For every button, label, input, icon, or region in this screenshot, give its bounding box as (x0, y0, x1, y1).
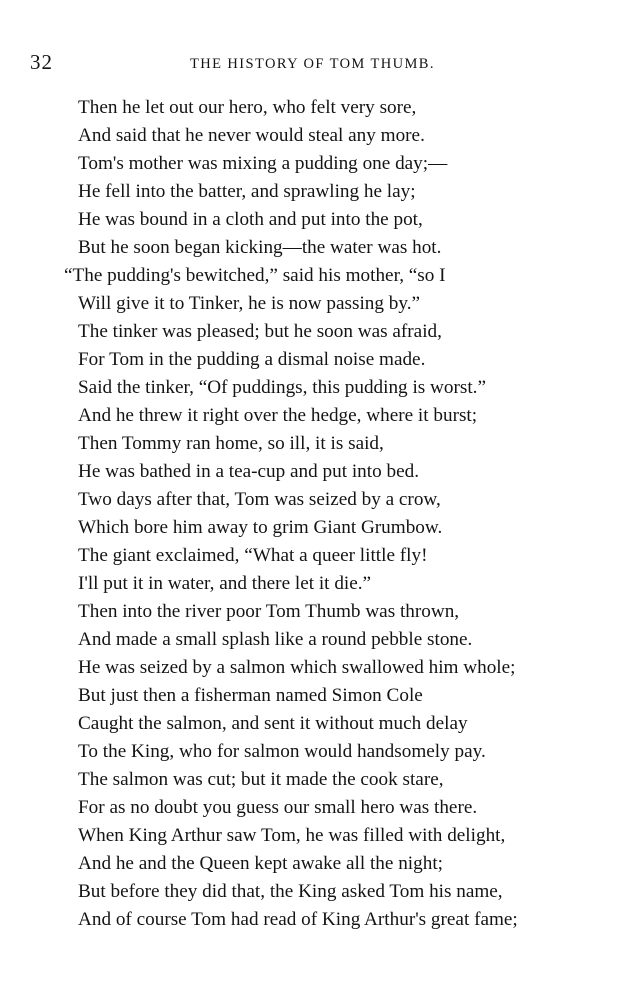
poem-line: Which bore him away to grim Giant Grumbow. (78, 517, 443, 538)
poem-line: Then he let out our hero, who felt very sore, (78, 97, 417, 118)
poem-line: To the King, who for salmon would handsomely pay. (78, 741, 486, 762)
running-head (30, 50, 590, 80)
poem-line: Two days after that, Tom was seized by a crow, (78, 489, 441, 510)
poem-line: The giant exclaimed, “What a queer little fly! (78, 545, 428, 566)
poem-line: When King Arthur saw Tom, he was filled with delight, (78, 825, 506, 846)
poem-line: I'll put it in water, and there let it die.” (78, 573, 372, 594)
page-number: 32 (30, 50, 53, 74)
poem-line: But before they did that, the King asked Tom his name, (78, 881, 503, 902)
poem-line: And he and the Queen kept awake all the night; (78, 853, 443, 874)
poem-line: Will give it to Tinker, he is now passing by.” (78, 293, 421, 314)
poem-line: And said that he never would steal any more. (78, 125, 425, 146)
poem-line: But just then a fisherman named Simon Cole (78, 685, 423, 706)
poem-line: He fell into the batter, and sprawling he lay; (78, 181, 416, 202)
poem-line: The salmon was cut; but it made the cook stare, (78, 769, 444, 790)
running-title: THE HISTORY OF TOM THUMB. (190, 56, 435, 72)
poem-line: He was bound in a cloth and put into the pot, (78, 209, 423, 230)
poem-line: For as no doubt you guess our small hero was there. (78, 797, 478, 818)
poem-line: But he soon began kicking—the water was hot. (78, 237, 442, 258)
poem-line: And he threw it right over the hedge, where it burst; (78, 405, 478, 426)
poem-line: And made a small splash like a round pebble stone. (78, 629, 473, 650)
poem-line: And of course Tom had read of King Arthur's great fame; (78, 909, 518, 930)
poem-line: Then into the river poor Tom Thumb was thrown, (78, 601, 460, 622)
poem-line: The tinker was pleased; but he soon was afraid, (78, 321, 442, 342)
poem-line: For Tom in the pudding a dismal noise made. (78, 349, 426, 370)
poem-line: Tom's mother was mixing a pudding one day;— (78, 153, 448, 174)
poem-line: Then Tommy ran home, so ill, it is said, (78, 433, 384, 454)
poem-line: “The pudding's bewitched,” said his mother, “so I (64, 265, 446, 286)
poem-line: He was bathed in a tea-cup and put into bed. (78, 461, 419, 482)
poem-line: Said the tinker, “Of puddings, this pudding is worst.” (78, 377, 486, 398)
poem-line: He was seized by a salmon which swallowed him whole; (78, 657, 516, 678)
poem-line: Caught the salmon, and sent it without much delay (78, 713, 468, 734)
